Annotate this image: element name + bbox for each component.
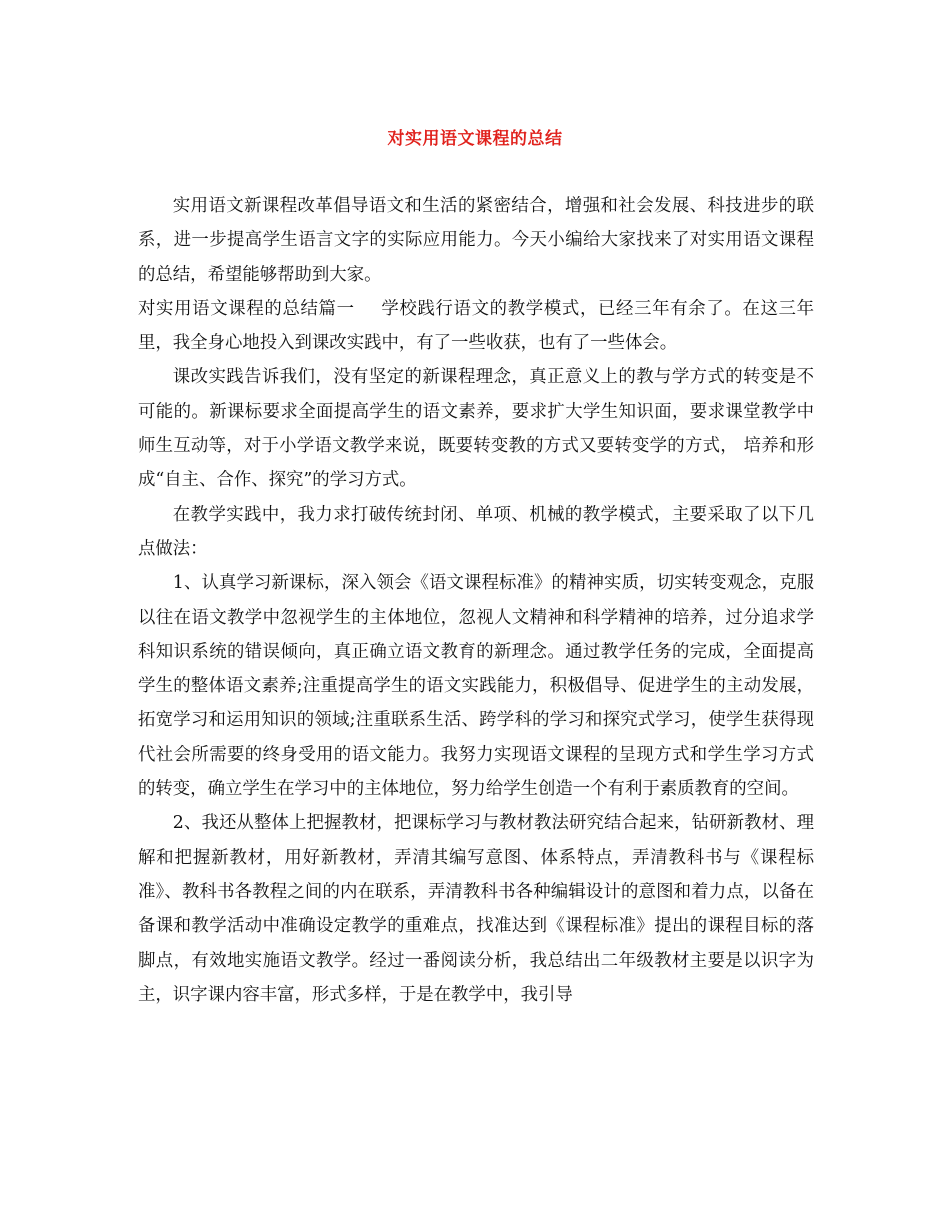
body-paragraph: 在教学实践中，我力求打破传统封闭、单项、机械的教学模式，主要采取了以下几点做法： xyxy=(138,504,814,559)
body-paragraph: 2、我还从整体上把握教材，把课标学习与教材教法研究结合起来，钻研新教材、理解和把握新教材，用好新教材，弄清其编写意图、体系特点，弄清教科书与《课程标准》、教科书各教程之间的内在联系，弄清教科书各种编辑设计的意图和着力点，以备在备课和教学活动中准确设定教学的重难点，找准达到《课程标准》提出的课程目标的落脚点，有效地实施语文教学。经过一番阅读分析，我总结出二年级教材主要是以识字为主，识字课内容丰富，形式多样，于是在教学中，我引导 xyxy=(138,813,814,1005)
document-body xyxy=(138,189,814,1012)
document-title: 对实用语文课程的总结 xyxy=(387,129,563,149)
intro-paragraph: 实用语文新课程改革倡导语文和生活的紧密结合，增强和社会发展、科技进步的联系，进一步提高学生语言文字的实际应用能力。今天小编给大家找来了对实用语文课程的总结，希望能够帮助到大家。 xyxy=(138,196,814,285)
body-paragraph: 课改实践告诉我们，没有坚定的新课程理念，真正意义上的教与学方式的转变是不可能的。新课标要求全面提高学生的语文素养，要求扩大学生知识面，要求课堂教学中师生互动等，对于小学语文教学来说，既要转变教的方式又要转变学的方式， 培养和形成“自主、合作、探究”的学习方式。 xyxy=(138,367,814,491)
section-first-text: 学校践行语文的教学模式，已经三年有余了。在这三年里，我全身心地投入到课改实践中，有了一些收获，也有了一些体会。 xyxy=(138,298,814,354)
section-heading: 对实用语文课程的总结篇一 xyxy=(138,298,355,319)
section-paragraph xyxy=(138,292,814,361)
body-paragraph: 1、认真学习新课标，深入领会《语文课程标准》的精神实质，切实转变观念，克服以往在语文教学中忽视学生的主体地位，忽视人文精神和科学精神的培养，过分追求学科知识系统的错误倾向，真正确立语文教育的新理念。通过教学任务的完成，全面提高学生的整体语文素养;注重提高学生的语文实践能力，积极倡导、促进学生的主动发展，拓宽学习和运用知识的领域;注重联系生活、跨学科的学习和探究式学习，使学生获得现代社会所需要的终身受用的语文能力。我努力实现语文课程的呈现方式和学生学习方式的转变，确立学生在学习中的主体地位，努力给学生创造一个有利于素质教育的空间。 xyxy=(138,573,814,800)
